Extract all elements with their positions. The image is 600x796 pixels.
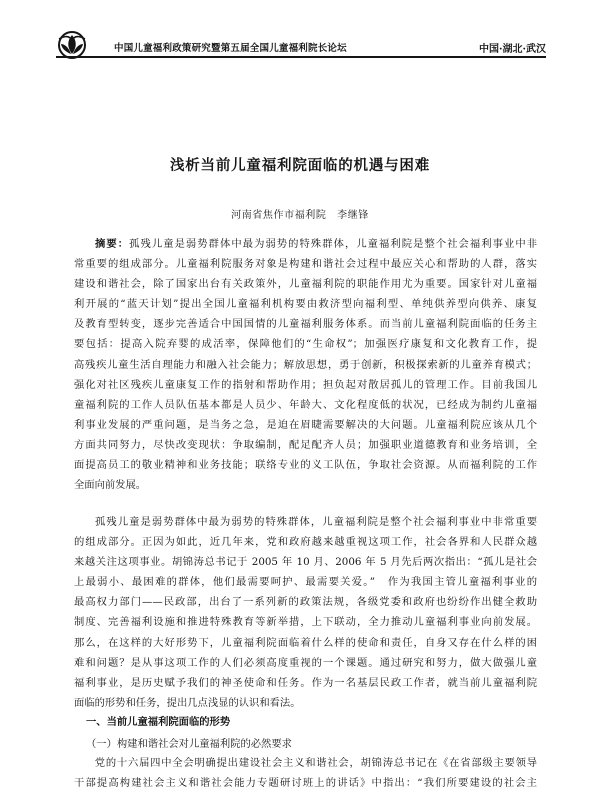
abstract-line: 方面共同努力，尽快改变现状：争取编制，配足配齐人员；加强职业道德教育和业务培训，全 — [74, 438, 537, 451]
abstract-paragraph — [74, 234, 537, 495]
abstract-line: 要包括：提高入院弃婴的成活率，保障他们的“生命权”；加强医疗康复和文化教育工作，提 — [74, 338, 537, 351]
abstract-line: 利事业发展的严重问题，是当务之急，是迫在眉睫需要解决的大问题。儿童福利院应该从几个 — [74, 418, 537, 431]
body-line: 面临的形势和任务，提出几点浅显的认识和看法。 — [74, 696, 301, 709]
article-author: 河南省焦作市福利院 李继锋 — [231, 210, 369, 221]
abstract-line: 利开展的“蓝天计划”提出全国儿童福利机构要由救济型向福利型、单纯供养型向供养、康复 — [74, 298, 537, 311]
section-line: 干部提高构建社会主义和谐社会能力专题研讨班上的讲话》中指出：“我们所要建设的社会主 — [74, 777, 537, 790]
abstract-line: 强化对社区残疾儿童康复工作的指射和帮助作用；担负起对散居孤儿的管理工作。目前我国儿 — [74, 378, 537, 391]
abstract-line: 建设和谐社会，除了国家出台有关政策外，儿童福利院的职能作用尤为重要。国家针对儿童福 — [74, 278, 537, 291]
abstract-label: 摘要： — [94, 238, 130, 250]
abstract-line: 童福利院的工作人员队伍基本都是人员少、年龄大、文化程度低的状况，已经成为制约儿童福 — [74, 398, 537, 411]
subsection-heading: （一）构建和谐社会对儿童福利院的必然要求 — [86, 738, 292, 750]
abstract-line: 面提高员工的敬业精神和业务技能；联络专业的义工队伍，争取社会资源。从而福利院的工作 — [74, 459, 537, 472]
body-line: 来越关注这项事业。胡锦涛总书记于 2005 年 10 月、2006 年 5 月先后两次指出：“孤儿是社会 — [74, 556, 537, 569]
body-line: 难和问题？是从事这项工作的人们必须高度重视的一个课题。通过研究和努力，做大做强儿童 — [74, 656, 537, 669]
body-line: 最高权力部门——民政部，出台了一系列新的政策法规，各级党委和政府也纷纷作出健全救助 — [74, 596, 537, 609]
abstract-line: 全面向前发展。 — [74, 479, 147, 492]
abstract-line: 常重要的组成部分。儿童福利院服务对象是构建和谐社会过程中最应关心和帮助的人群，落实 — [74, 258, 537, 271]
body-line: 制度、完善福利设施和推进特殊教育等新举措，上下联动，全力推动儿童福利事业向前发展。 — [74, 616, 537, 629]
body-paragraph — [74, 512, 537, 713]
section-heading: 一、当前儿童福利院面临的形势 — [86, 716, 231, 728]
body-line: 福利事业，是历史赋予我们的神圣使命和任务。作为一名基层民政工作者，就当前儿童福利院 — [74, 676, 537, 689]
body-line: 的组成部分。正因为如此，近几年来，党和政府越来越重视这项工作，社会各界和人民群众越 — [74, 536, 537, 549]
body-line: 那么，在这样的大好形势下，儿童福利院面临着什么样的使命和责任，自身又存在什么样的困 — [74, 636, 537, 649]
section-paragraph — [74, 753, 537, 793]
conference-location: 中国·湖北·武汉 — [479, 44, 546, 55]
section-line: 党的十六届四中全会明确提出建设社会主义和谐社会，胡锦涛总书记在《在省部级主要领导 — [94, 757, 537, 769]
header-divider — [56, 56, 546, 58]
article-title: 浅析当前儿童福利院面临的机遇与困难 — [169, 157, 431, 174]
abstract-line: 及教育型转变，逐步完善适合中国国情的儿童福利服务体系。而当前儿童福利院面临的任务主 — [74, 318, 537, 331]
body-line: 孤残儿童是弱势群体中最为弱势的特殊群体，儿童福利院是整个社会福利事业中非常重要 — [94, 516, 537, 528]
conference-title: 中国儿童福利政策研究暨第五届全国儿童福利院长论坛 — [114, 43, 347, 54]
abstract-line: 高残疾儿童生活自理能力和融入社会能力；解放思想，勇于创新，积极探索新的儿童养育模式； — [74, 358, 537, 371]
abstract-line: 摘要：孤残儿童是弱势群体中最为弱势的特殊群体，儿童福利院是整个社会福利事业中非 — [94, 238, 537, 250]
body-line: 上最弱小、最困难的群体，他们最需要呵护、最需要关爱。” 作为我国主管儿童福利事业的 — [74, 576, 537, 589]
